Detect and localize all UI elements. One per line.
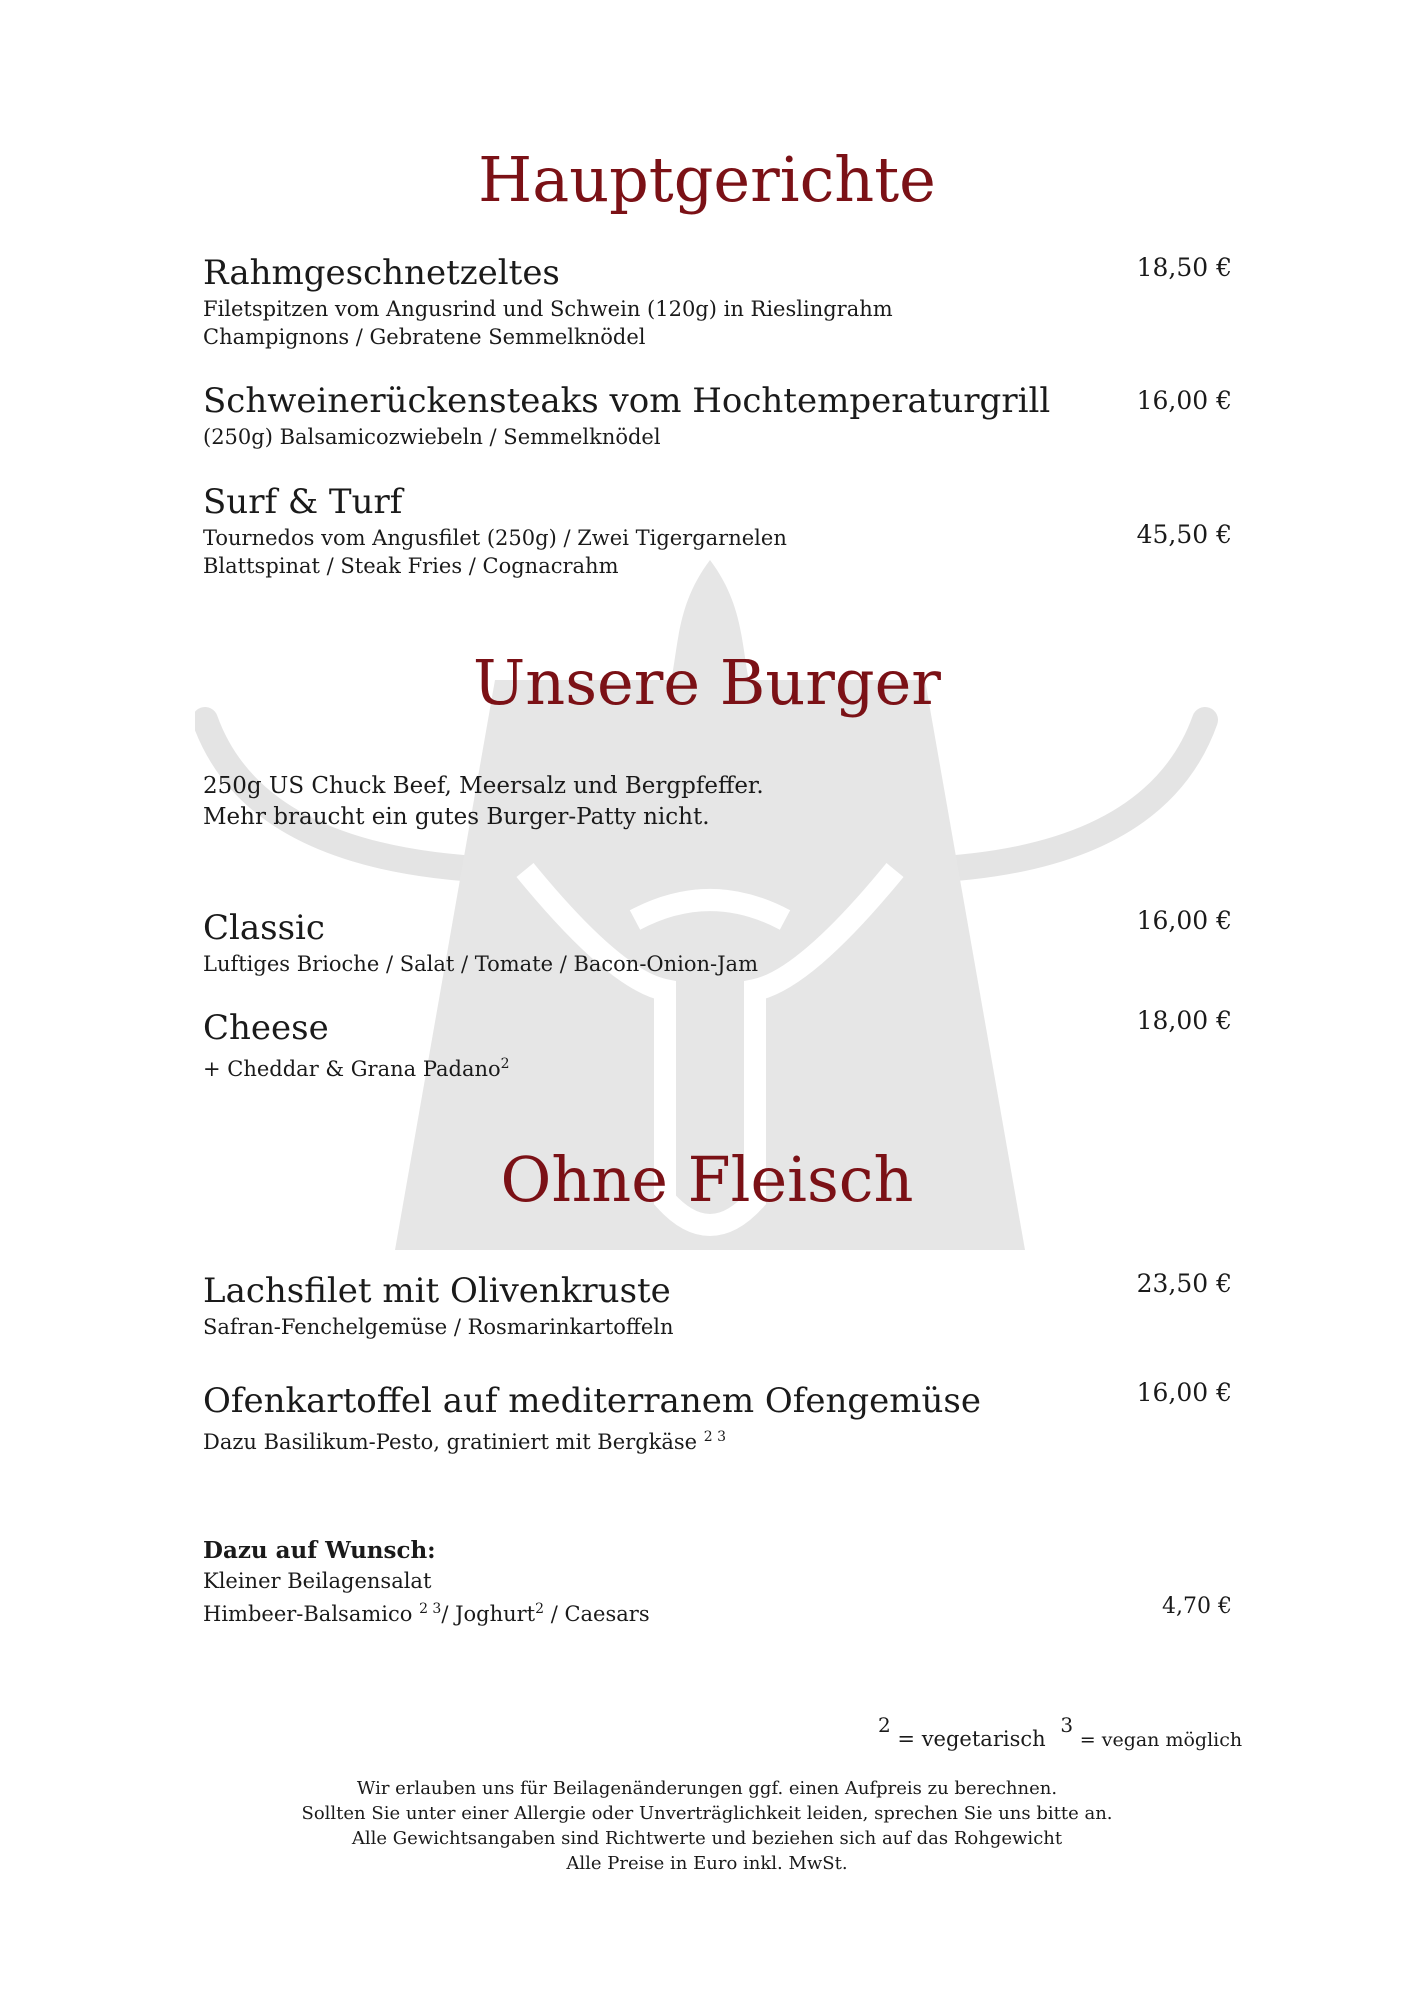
legend-number: 2 (878, 1713, 891, 1737)
dish-description (203, 1423, 726, 1456)
diet-marker: 2 (500, 1056, 510, 1072)
diet-legend (878, 1710, 1242, 1755)
dish-price: 23,50 € (1136, 1269, 1232, 1298)
dish-price: 16,00 € (1136, 386, 1232, 415)
burger-intro-line: 250g US Chuck Beef, Meersalz und Bergpfeffer. (203, 773, 764, 799)
dish-name: Surf & Turf (203, 482, 403, 522)
dish-description: Champignons / Gebratene Semmelknödel (203, 325, 646, 349)
dish-name: Classic (203, 908, 325, 948)
dish-description-text: + Cheddar & Grana Padano (203, 1057, 501, 1081)
extras-option: Himbeer-Balsamico (203, 1602, 413, 1626)
dish-description (203, 1050, 510, 1083)
footer-note: Alle Gewichtsangaben sind Richtwerte und beziehen sich auf das Rohgewicht (351, 1828, 1063, 1849)
dish-price: 45,50 € (1136, 520, 1232, 549)
dish-name: Lachsfilet mit Olivenkruste (203, 1271, 671, 1311)
diet-marker: 2 3 (419, 1601, 442, 1617)
diet-marker: 2 3 (703, 1429, 727, 1445)
dish-name: Cheese (203, 1008, 329, 1048)
section-heading-burger: Unsere Burger (473, 646, 941, 719)
section-heading-ohne-fleisch: Ohne Fleisch (500, 1143, 914, 1216)
legend-text: = vegetarisch (897, 1727, 1046, 1751)
extras-line (203, 1595, 650, 1628)
footer-note: Wir erlauben uns für Beilagenänderungen ggf. einen Aufpreis zu berechnen. (356, 1778, 1058, 1799)
legend-number: 3 (1060, 1713, 1074, 1737)
extras-price: 4,70 € (1162, 1594, 1232, 1619)
dish-description: Filetspitzen vom Angusrind und Schwein (120g) in Rieslingrahm (203, 297, 893, 321)
dish-name: Ofenkartoffel auf mediterranem Ofengemüse (203, 1381, 981, 1421)
extras-title: Dazu auf Wunsch: (203, 1537, 436, 1564)
dish-price: 16,00 € (1136, 906, 1232, 935)
section-heading-hauptgerichte: Hauptgerichte (478, 143, 936, 216)
dish-price: 18,50 € (1136, 253, 1232, 282)
footer-note: Alle Preise in Euro inkl. MwSt. (566, 1853, 848, 1874)
dish-name: Rahmgeschnetzeltes (203, 253, 560, 293)
footer-note: Sollten Sie unter einer Allergie oder Unverträglichkeit leiden, sprechen Sie uns bitte an. (301, 1803, 1113, 1824)
dish-description-text: Dazu Basilikum-Pesto, gratiniert mit Bergkäse (203, 1430, 698, 1454)
dish-price: 16,00 € (1136, 1378, 1232, 1407)
dish-price: 18,00 € (1136, 1006, 1232, 1035)
dish-name: Schweinerückensteaks vom Hochtemperaturgrill (203, 381, 1051, 421)
extras-line: Kleiner Beilagensalat (203, 1569, 432, 1593)
extras-option: / Joghurt (441, 1602, 536, 1626)
dish-description: Safran-Fenchelgemüse / Rosmarinkartoffeln (203, 1315, 674, 1339)
legend-text: = vegan möglich (1079, 1729, 1243, 1751)
diet-marker: 2 (535, 1601, 545, 1617)
burger-intro-line: Mehr braucht ein gutes Burger-Patty nicht. (203, 804, 710, 830)
dish-description: Tournedos vom Angusfilet (250g) / Zwei Tigergarnelen (203, 526, 787, 550)
dish-description: (250g) Balsamicozwiebeln / Semmelknödel (203, 425, 661, 449)
extras-option: / Caesars (544, 1602, 650, 1626)
dish-description: Blattspinat / Steak Fries / Cognacrahm (203, 554, 619, 578)
dish-description: Luftiges Brioche / Salat / Tomate / Bacon-Onion-Jam (203, 952, 758, 976)
